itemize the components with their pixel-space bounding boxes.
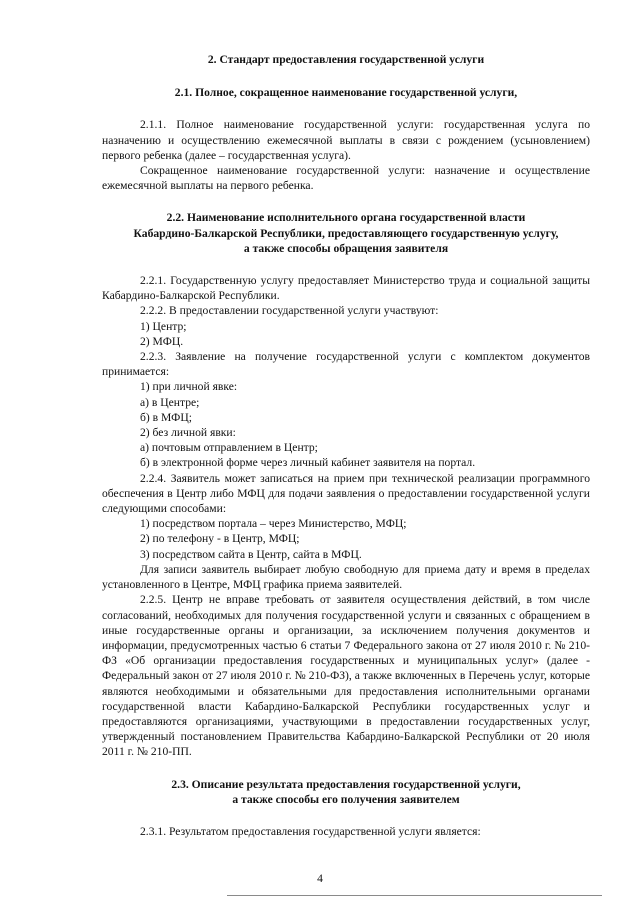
paragraph-2-2-3: 2.2.3. Заявление на получение государственной услуги с комплектом документов принимается: (102, 350, 590, 379)
list-item: 1) при личной явке: (140, 380, 238, 394)
list-item: б) в электронной форме через личный кабинет заявителя на портал. (140, 456, 476, 470)
paragraph-2-1-1: 2.1.1. Полное наименование государственной услуги: государственная услуга по назначению и осуществлению ежемесячной выплаты в связи с рождением (усыновлением) первого ребенка (далее – государственная услуга). (102, 118, 590, 162)
list-item: б) в МФЦ; (140, 410, 192, 424)
paragraph-2-2-1: 2.2.1. Государственную услугу предоставляет Министерство труда и социальной защиты Кабардино-Балкарской Республики. (102, 274, 590, 303)
section-heading-2-2-line-3: а также способы обращения заявителя (243, 241, 449, 255)
paragraph-2-2-5: 2.2.5. Центр не вправе требовать от заявителя осуществления действий, в том числе согласований, необходимых для получения государственной услуги и связанных с обращением в иные государственные органы и организации, за исключением получения документов и информации, предусмотренных частью 6 статьи 7 Федерального закона от 27 июля 2010 г. № 210-ФЗ «Об организации предоставления государственных и муниципальных услуг» (далее - Федеральный закон от 27 июля 2010 г. № 210-ФЗ), а также включенных в Перечень услуг, которые являются необходимыми и обязательными для предоставления исполнительными органами государственной власти Кабардино-Балкарской Республики государственных услуг и предоставляются организациями, участвующими в предоставлении государственных услуг, утвержденный постановлением Правительства Кабардино-Балкарской Республики от 20 июля 2011 г. № 210-ПП. (102, 593, 590, 759)
list-item: а) почтовым отправлением в Центр; (140, 441, 318, 455)
footer-rule (227, 895, 602, 896)
section-heading-2-1: 2.1. Полное, сокращенное наименование государственной услуги, (174, 86, 518, 100)
paragraph-2-1-1-short-name: Сокращенное наименование государственной услуги: назначение и осуществление ежемесячной выплаты на первого ребенка. (102, 164, 590, 193)
spacer (102, 193, 590, 210)
section-heading-2-2-line-1: 2.2. Наименование исполнительного органа государственной власти (166, 211, 526, 225)
list-item: а) в Центре; (140, 395, 200, 409)
document-body (102, 52, 590, 839)
spacer (102, 760, 590, 777)
page-number: 4 (317, 872, 323, 885)
list-item: 2) без личной явки: (140, 426, 236, 440)
section-heading-2: 2. Стандарт предоставления государственной услуги (207, 53, 485, 66)
list-item: 1) посредством портала – через Министерство, МФЦ; (140, 517, 407, 531)
list-item: 3) посредством сайта в Центр, сайта в МФЦ. (140, 547, 362, 561)
list-item: 2) по телефону - в Центр, МФЦ; (140, 532, 300, 546)
section-heading-2-3-line-2: а также способы его получения заявителем (232, 792, 460, 806)
paragraph-2-2-4: 2.2.4. Заявитель может записаться на прием при технической реализации программного обеспечения в Центр либо МФЦ для подачи заявления о предоставлении государственной услуги следующими способами: (102, 471, 590, 516)
section-heading-2-3-line-1: 2.3. Описание результата предоставления государственной услуги, (171, 777, 521, 791)
section-heading-2-2 (102, 210, 590, 256)
section-heading-2-2-line-2: Кабардино-Балкарской Республики, предоставляющего государственную услугу, (133, 226, 559, 240)
section-heading-2-3 (102, 777, 590, 807)
list-item: 2) МФЦ. (140, 334, 184, 348)
paragraph-2-2-4-booking: Для записи заявитель выбирает любую свободную для приема дату и время в пределах установленного в Центре, МФЦ графика приема заявителей. (102, 562, 590, 592)
paragraph-2-2-2: 2.2.2. В предоставлении государственной услуги участвуют: (140, 304, 439, 318)
list-item: 1) Центр; (140, 319, 187, 333)
paragraph-2-3-1: 2.3.1. Результатом предоставления государственной услуги является: (140, 824, 481, 838)
